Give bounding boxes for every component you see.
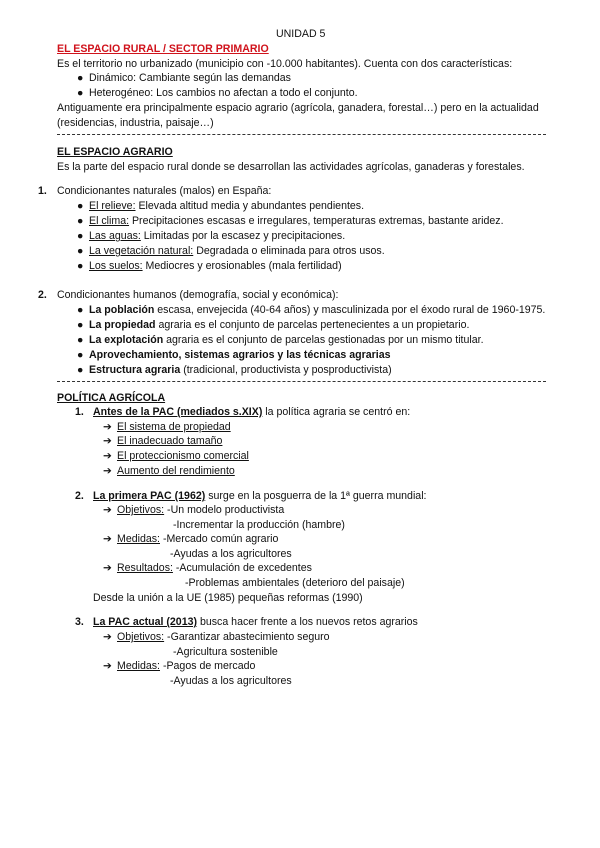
arrow-icon: ➔ <box>103 631 112 643</box>
bullet-icon: ● <box>77 334 84 346</box>
rural-intro: Es el territorio no urbanizado (municipio con -10.000 habitantes). Cuenta con dos características: <box>57 58 513 70</box>
arrow-icon: ➔ <box>103 660 112 672</box>
list-item: ● La población escasa, envejecida (40-64 años) y masculinizada por el éxodo rural de 1960-1975. <box>77 304 546 316</box>
arrow-icon: ➔ <box>103 562 112 574</box>
list-subitem: -Ayudas a los agricultores <box>170 675 292 687</box>
list-item: ● Los suelos: Mediocres y erosionables (mala fertilidad) <box>77 260 342 272</box>
rural-heading: EL ESPACIO RURAL / SECTOR PRIMARIO <box>57 43 269 55</box>
list-item: ➔ El inadecuado tamaño <box>103 435 223 447</box>
pac-before-title: Antes de la PAC (mediados s.XIX) la política agraria se centró en: <box>93 406 411 418</box>
agrario-intro: Es la parte del espacio rural donde se desarrollan las actividades agrícolas, ganaderas y forestales. <box>57 161 525 173</box>
list-item: ➔ Objetivos: -Un modelo productivista <box>103 504 285 516</box>
human-title: Condicionantes humanos (demografía, social y económica): <box>57 289 339 301</box>
reform-note: Desde la unión a la UE (1985) pequeñas reformas (1990) <box>93 592 363 604</box>
bullet-icon: ● <box>77 319 84 331</box>
list-item: ➔ Aumento del rendimiento <box>103 465 235 477</box>
list-item: ● La vegetación natural: Degradada o eliminada para otros usos. <box>77 245 385 257</box>
rural-paragraph-1: Antiguamente era principalmente espacio agrario (agrícola, ganadera, forestal…) pero en la actualidad <box>57 102 539 114</box>
bullet-icon: ● <box>77 200 84 212</box>
list-item: ➔ Resultados: -Acumulación de excedentes <box>103 562 312 574</box>
list-item: ➔ Medidas: -Mercado común agrario <box>103 533 279 545</box>
arrow-icon: ➔ <box>103 504 112 516</box>
bullet-icon: ● <box>77 245 84 257</box>
list-number: 2. <box>75 490 84 502</box>
arrow-icon: ➔ <box>103 435 112 447</box>
politica-heading: POLÍTICA AGRÍCOLA <box>57 392 166 404</box>
list-item: ● Heterogéneo: Los cambios no afectan a todo el conjunto. <box>77 87 358 99</box>
natural-title: Condicionantes naturales (malos) en España: <box>57 185 272 197</box>
list-number: 1. <box>75 406 84 418</box>
list-number: 3. <box>75 616 84 628</box>
arrow-icon: ➔ <box>103 465 112 477</box>
arrow-icon: ➔ <box>103 533 112 545</box>
arrow-icon: ➔ <box>103 450 112 462</box>
pac-current-title: La PAC actual (2013) busca hacer frente a los nuevos retos agrarios <box>93 616 418 628</box>
list-item: ● El clima: Precipitaciones escasas e irregulares, temperaturas extremas, bastante aridez. <box>77 215 504 227</box>
page-title: UNIDAD 5 <box>276 28 326 40</box>
bullet-icon: ● <box>77 87 84 99</box>
list-item: ● La propiedad agraria es el conjunto de parcelas pertenecientes a un propietario. <box>77 319 470 331</box>
bullet-icon: ● <box>77 72 84 84</box>
list-number: 2. <box>38 289 47 301</box>
list-item: ➔ El proteccionismo comercial <box>103 450 249 462</box>
bullet-icon: ● <box>77 215 84 227</box>
separator <box>57 134 546 135</box>
list-item: ➔ El sistema de propiedad <box>103 421 231 433</box>
bullet-icon: ● <box>77 230 84 242</box>
bullet-icon: ● <box>77 304 84 316</box>
agrario-heading: EL ESPACIO AGRARIO <box>57 146 173 158</box>
bullet-icon: ● <box>77 260 84 272</box>
list-item: ● Estructura agraria (tradicional, productivista y posproductivista) <box>77 364 392 376</box>
list-subitem: -Problemas ambientales (deterioro del paisaje) <box>185 577 405 589</box>
list-subitem: -Ayudas a los agricultores <box>170 548 292 560</box>
list-subitem: -Incrementar la producción (hambre) <box>173 519 345 531</box>
list-subitem: -Agricultura sostenible <box>173 646 278 658</box>
rural-paragraph-2: (residencias, industria, paisaje…) <box>57 117 214 129</box>
list-item: ➔ Medidas: -Pagos de mercado <box>103 660 256 672</box>
pac-first-title: La primera PAC (1962) surge en la posguerra de la 1ª guerra mundial: <box>93 490 427 502</box>
bullet-icon: ● <box>77 364 84 376</box>
arrow-icon: ➔ <box>103 421 112 433</box>
list-item: ● Dinámico: Cambiante según las demandas <box>77 72 291 84</box>
list-item: ● La explotación agraria es el conjunto de parcelas gestionadas por un mismo titular. <box>77 334 484 346</box>
list-item: ➔ Objetivos: -Garantizar abastecimiento seguro <box>103 631 330 643</box>
list-item: ● El relieve: Elevada altitud media y abundantes pendientes. <box>77 200 365 212</box>
bullet-icon: ● <box>77 349 84 361</box>
separator <box>57 381 546 382</box>
list-item: ● Aprovechamiento, sistemas agrarios y las técnicas agrarias <box>77 349 391 361</box>
list-item: ● Las aguas: Limitadas por la escasez y precipitaciones. <box>77 230 346 242</box>
list-number: 1. <box>38 185 47 197</box>
